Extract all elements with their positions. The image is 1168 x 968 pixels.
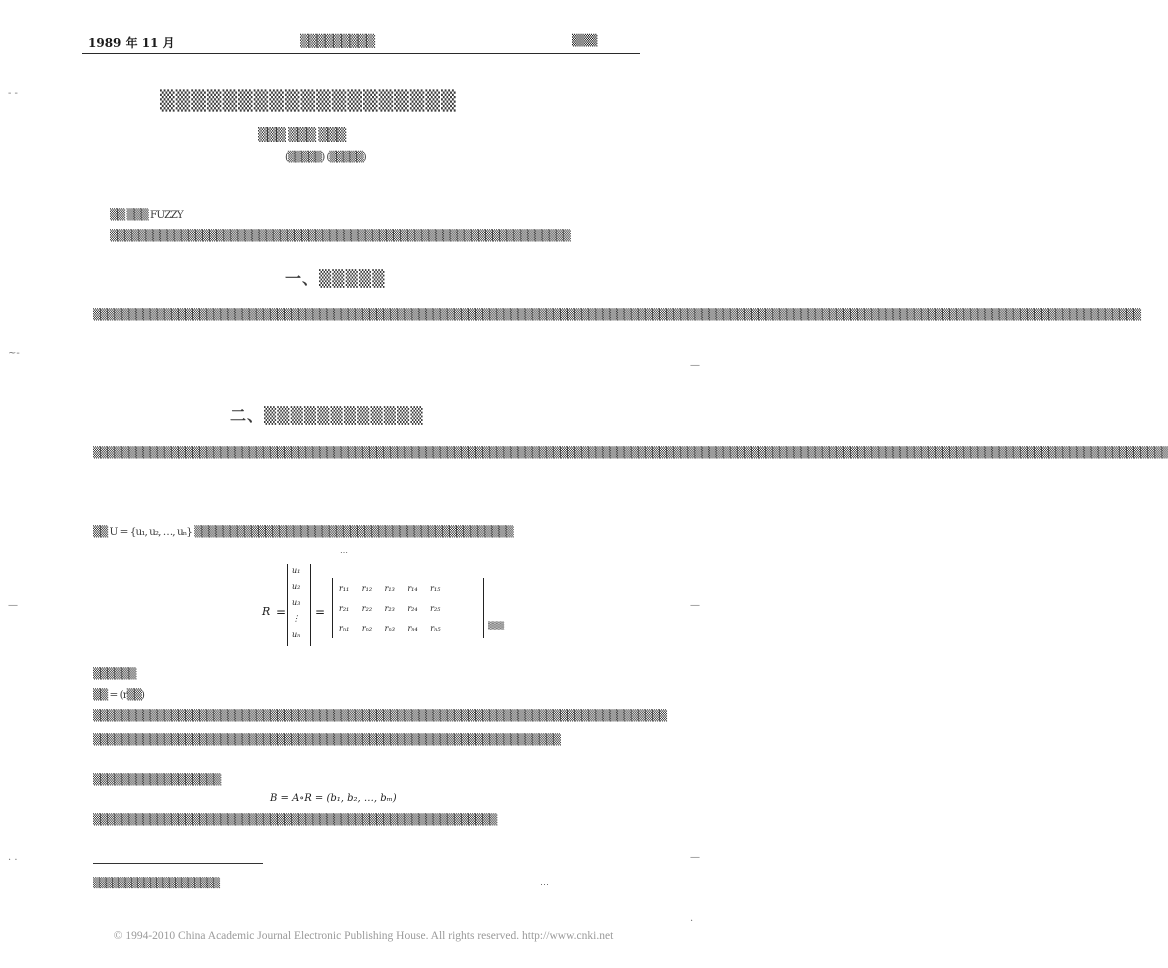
matrix-row: rₙ₁ rₙ₂ rₙ₃ rₙ₄ rₙ₅ — [339, 624, 441, 633]
matrix-u-column — [287, 564, 311, 646]
matrix-row: r₂₁ r₂₂ r₂₃ r₂₄ r₂₅ — [339, 604, 441, 613]
matrix-dots: ⋯ — [340, 548, 350, 557]
equals-sign: = — [276, 605, 287, 619]
copyright-watermark: © 1994-2010 China Academic Journal Electronic Publishing House. All rights reserved. http://www.cnki.net — [113, 930, 614, 942]
margin-mark: — — [690, 852, 700, 863]
header-date: 1989 年 11 月 — [88, 36, 175, 50]
equation: B = A∘R = (b₁, b₂, …, bₘ) — [270, 793, 397, 804]
paragraph: ▒▒ = (r▒▒) ▒▒▒▒▒▒▒▒▒▒▒▒▒▒▒▒▒▒▒▒▒▒▒▒▒▒▒▒▒▒▒▒▒▒▒▒▒▒▒▒▒▒▒▒▒▒▒▒▒▒▒▒▒▒▒▒▒▒▒▒▒▒▒▒▒▒▒▒▒▒▒▒▒▒▒▒▒▒▒▒▒ — [93, 689, 667, 722]
membership-matrix — [332, 578, 484, 638]
header-journal: ▒▒▒▒▒▒▒▒▒ — [300, 34, 375, 48]
matrix-lhs: R — [262, 605, 271, 618]
header-page: ▒▒▒ — [572, 34, 598, 47]
article-affiliation: (▒▒▒▒▒) (▒▒▒▒▒) — [285, 152, 366, 163]
paragraph: ▒▒▒▒▒▒▒▒▒▒▒▒▒▒▒▒▒▒▒▒▒▒▒▒▒▒▒▒▒▒▒▒▒▒▒▒▒▒▒▒▒▒▒▒▒▒▒▒▒▒▒▒▒▒▒▒▒▒▒▒▒▒▒▒▒▒ — [93, 734, 560, 746]
section-heading-2: 二、▒▒▒▒▒▒▒▒▒▒▒▒ — [230, 406, 424, 425]
paragraph: ▒▒ U = {u₁, u₂, …, uₙ} ▒▒▒▒▒▒▒▒▒▒▒▒▒▒▒▒▒▒▒▒▒▒▒▒▒▒▒▒▒▒▒▒▒▒▒▒▒▒▒▒▒▒▒▒▒ — [93, 526, 513, 538]
footnote: ▒▒▒▒▒▒▒▒▒▒▒▒▒▒▒▒▒▒▒▒ — [93, 878, 220, 889]
matrix-cell: uₙ — [292, 630, 301, 639]
paragraph: ▒▒▒▒▒▒▒▒▒▒▒▒▒▒▒▒▒▒▒▒▒▒▒▒▒▒▒▒▒▒▒▒▒▒▒▒▒▒▒▒▒▒▒▒▒▒▒▒▒▒▒▒▒▒▒▒▒▒▒▒▒▒▒▒▒▒▒▒▒▒▒▒▒▒▒▒▒▒▒▒▒▒▒▒▒▒▒▒▒▒▒▒▒▒▒▒▒▒▒▒▒▒▒▒▒▒▒▒▒▒▒▒▒▒▒▒▒▒▒▒▒▒▒▒▒▒▒▒▒▒▒▒▒▒▒▒▒▒▒▒▒▒▒▒▒▒▒▒ — [93, 309, 1141, 321]
abstract: ▒▒ ▒▒▒ FUZZY ▒▒▒▒▒▒▒▒▒▒▒▒▒▒▒▒▒▒▒▒▒▒▒▒▒▒▒▒▒▒▒▒▒▒▒▒▒▒▒▒▒▒▒▒▒▒▒▒▒▒▒▒▒▒▒▒▒▒▒▒▒▒▒▒▒ — [110, 209, 570, 242]
margin-mark: — — [8, 600, 18, 611]
margin-mark: — — [690, 360, 700, 371]
paragraph: ▒▒▒▒▒▒ — [93, 668, 136, 680]
margin-mark: - - — [8, 88, 18, 99]
matrix-cell: u₁ — [292, 566, 301, 575]
article-title: ▒▒▒▒▒▒▒▒▒▒▒▒▒▒▒▒▒▒▒ — [160, 90, 457, 112]
section-heading-1: 一、▒▒▒▒▒ — [285, 269, 386, 288]
margin-mark: — — [690, 600, 700, 611]
footnote-rule — [93, 863, 263, 864]
article-authors: ▒▒▒ ▒▒▒ ▒▒▒ — [258, 128, 346, 143]
margin-mark: ~- — [8, 348, 20, 359]
paragraph: ▒▒▒▒▒▒▒▒▒▒▒▒▒▒▒▒▒▒ — [93, 774, 221, 786]
matrix-cell: u₂ — [292, 582, 301, 591]
paragraph: ▒▒▒▒▒▒▒▒▒▒▒▒▒▒▒▒▒▒▒▒▒▒▒▒▒▒▒▒▒▒▒▒▒▒▒▒▒▒▒▒▒▒▒▒▒▒▒▒▒▒▒▒▒▒▒▒▒ — [93, 814, 497, 826]
footnote-dots: ⋯ — [540, 880, 549, 890]
matrix-note: ▒▒▒ — [488, 622, 505, 630]
matrix-cell: ⋮ — [292, 614, 300, 623]
margin-mark: · — [690, 916, 694, 927]
equals-sign: = — [315, 605, 326, 619]
matrix-row: r₁₁ r₁₂ r₁₃ r₁₄ r₁₅ — [339, 584, 441, 593]
matrix-cell: u₃ — [292, 598, 301, 607]
header-rule — [82, 53, 640, 54]
margin-mark: · · — [8, 855, 18, 866]
paragraph: ▒▒▒▒▒▒▒▒▒▒▒▒▒▒▒▒▒▒▒▒▒▒▒▒▒▒▒▒▒▒▒▒▒▒▒▒▒▒▒▒▒▒▒▒▒▒▒▒▒▒▒▒▒▒▒▒▒▒▒▒▒▒▒▒▒▒▒▒▒▒▒▒▒▒▒▒▒▒▒▒▒▒▒▒▒▒▒▒▒▒▒▒▒▒▒▒▒▒▒▒▒▒▒▒▒▒▒▒▒▒▒▒▒▒▒▒▒▒▒▒▒▒▒▒▒▒▒▒▒▒▒▒▒▒▒▒▒▒▒▒▒▒▒▒▒▒▒▒▒▒▒▒ — [93, 447, 1168, 459]
